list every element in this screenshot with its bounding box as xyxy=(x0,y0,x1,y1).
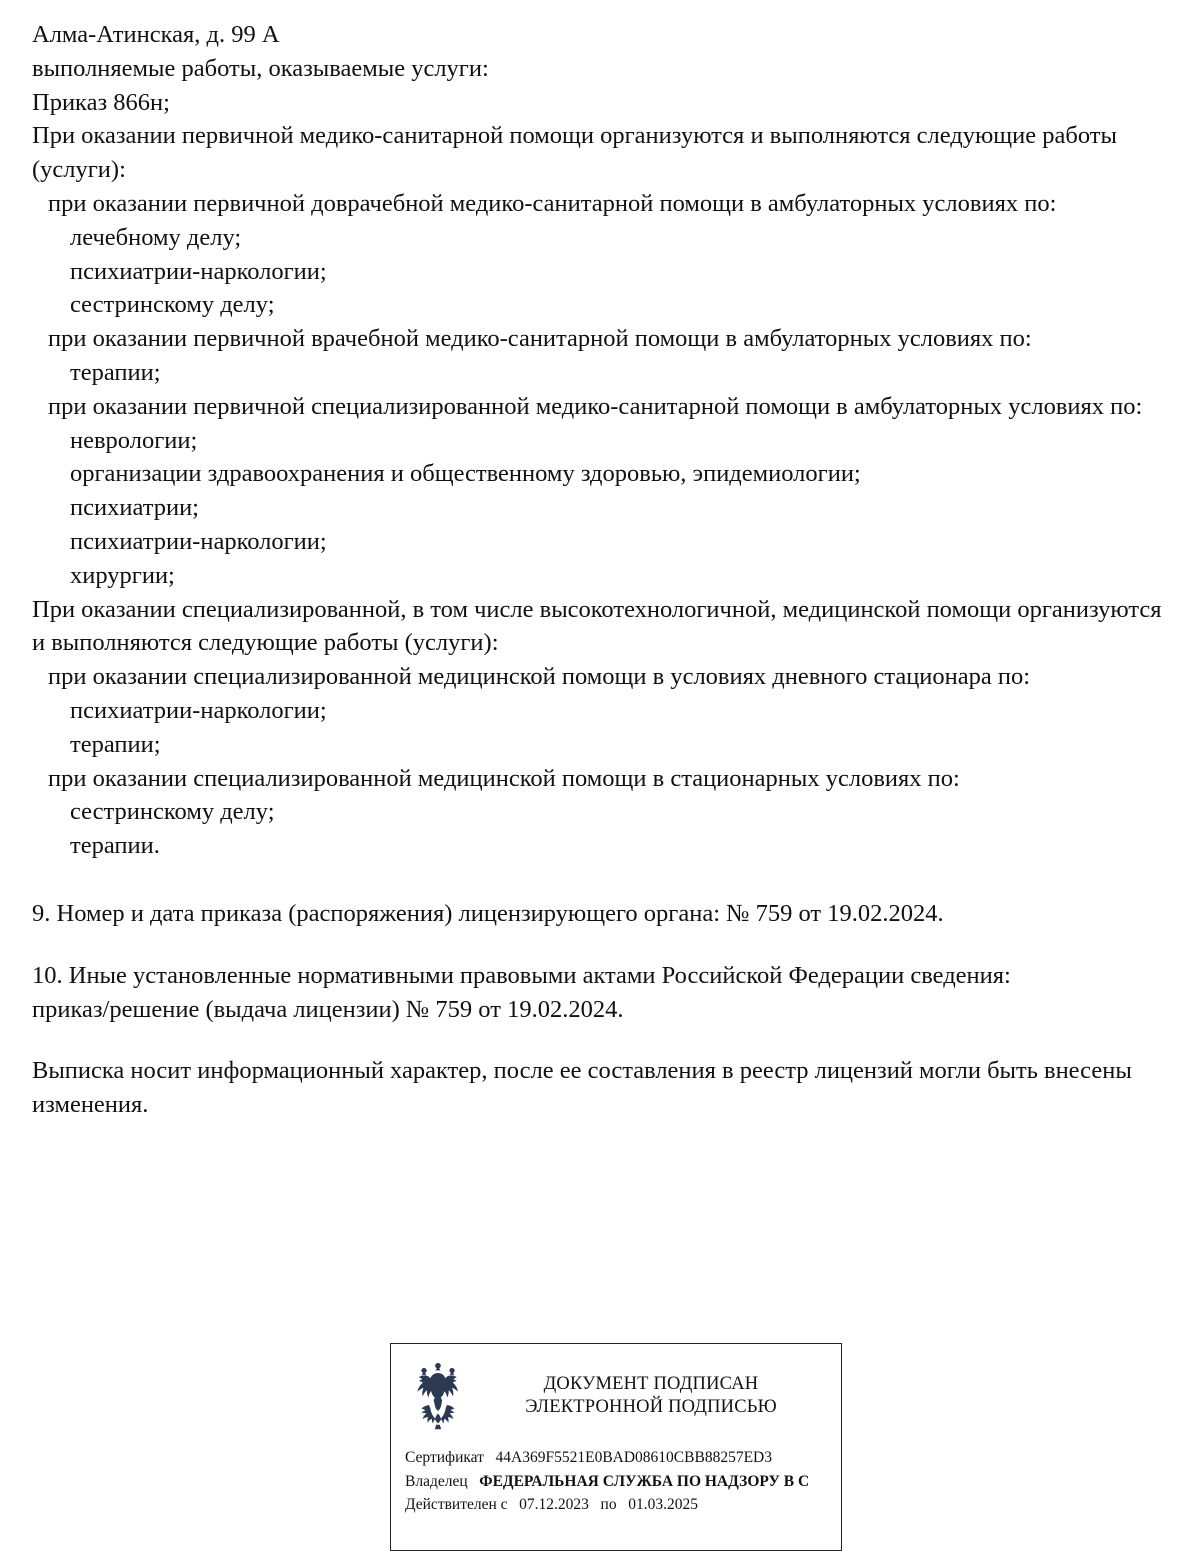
doc-line: выполняемые работы, оказываемые услуги: xyxy=(32,54,489,82)
stamp-validity-row xyxy=(405,1493,829,1517)
doc-line: организации здравоохранения и общественному здоровью, эпидемиологии; xyxy=(70,460,861,488)
doc-line: при оказании первичной специализированной медико-санитарной помощи в амбулаторных условиях по: xyxy=(48,392,1143,420)
doc-line: При оказании первичной медико-санитарной помощи организуются и выполняются следующие работы (услуги): xyxy=(32,122,1124,184)
stamp-header xyxy=(391,1344,841,1440)
doc-line: при оказании первичной доврачебной медико-санитарной помощи в амбулаторных условиях по: xyxy=(48,189,1057,217)
doc-line: терапии. xyxy=(70,832,160,860)
stamp-owner-row xyxy=(405,1470,829,1494)
stamp-valid-to: 01.03.2025 xyxy=(628,1496,698,1514)
doc-line: лечебному делу; xyxy=(70,223,242,251)
doc-item-10-line-2: приказ/решение (выдача лицензии) № 759 от 19.02.2024. xyxy=(32,995,624,1023)
doc-line: при оказании специализированной медицинской помощи в условиях дневного стационара по: xyxy=(48,663,1031,691)
doc-line: Алма-Атинская, д. 99 А xyxy=(32,21,280,48)
spacer xyxy=(32,931,1168,959)
double-headed-eagle-emblem-icon xyxy=(407,1359,469,1433)
stamp-details xyxy=(391,1440,841,1517)
doc-informational-note: Выписка носит информационный характер, после ее составления в реестр лицензий могли быть внесены изменения. xyxy=(32,1057,1138,1119)
doc-line: психиатрии-наркологии; xyxy=(70,257,327,285)
doc-line: психиатрии-наркологии; xyxy=(70,696,327,724)
doc-line: сестринскому делу; xyxy=(70,291,275,319)
doc-line: При оказании специализированной, в том числе высокотехнологичной, медицинской помощи организуются и выполняются следующие работы (услуги): xyxy=(32,595,1168,657)
stamp-certificate-label: Сертификат xyxy=(405,1449,484,1466)
doc-line: психиатрии-наркологии; xyxy=(70,527,327,555)
electronic-signature-stamp xyxy=(390,1343,842,1551)
doc-line: хирургии; xyxy=(70,561,175,589)
document-body xyxy=(32,18,1168,1122)
doc-item-10-line-1: 10. Иные установленные нормативными правовыми актами Российской Федерации сведения: xyxy=(32,961,1011,989)
doc-line: сестринскому делу; xyxy=(70,798,275,826)
stamp-certificate-value: 44A369F5521E0BAD08610CBB88257ED3 xyxy=(495,1449,772,1466)
stamp-title-line-1: ДОКУМЕНТ ПОДПИСАН xyxy=(543,1373,759,1394)
doc-line: неврологии; xyxy=(70,426,198,454)
stamp-owner-value: ФЕДЕРАЛЬНАЯ СЛУЖБА ПО НАДЗОРУ В С xyxy=(479,1472,810,1490)
stamp-owner-label: Владелец xyxy=(405,1472,468,1490)
stamp-valid-to-label: по xyxy=(600,1496,617,1514)
doc-item-9: 9. Номер и дата приказа (распоряжения) лицензирующего органа: № 759 от 19.02.2024. xyxy=(32,899,944,927)
stamp-title-line-2: ЭЛЕКТРОННОЙ ПОДПИСЬЮ xyxy=(525,1397,777,1417)
stamp-valid-label: Действителен с xyxy=(405,1496,508,1514)
doc-line: при оказании первичной врачебной медико-санитарной помощи в амбулаторных условиях по: xyxy=(48,325,1032,353)
doc-line: психиатрии; xyxy=(70,494,199,522)
stamp-certificate-row xyxy=(405,1446,829,1470)
doc-line: терапии; xyxy=(70,730,161,758)
doc-line: Приказ 866н; xyxy=(32,88,170,116)
spacer xyxy=(32,863,1168,897)
stamp-title xyxy=(477,1373,831,1419)
stamp-valid-from: 07.12.2023 xyxy=(519,1496,589,1514)
doc-line: при оказании специализированной медицинской помощи в стационарных условиях по: xyxy=(48,764,960,792)
spacer xyxy=(32,1026,1168,1054)
doc-line: терапии; xyxy=(70,358,161,386)
